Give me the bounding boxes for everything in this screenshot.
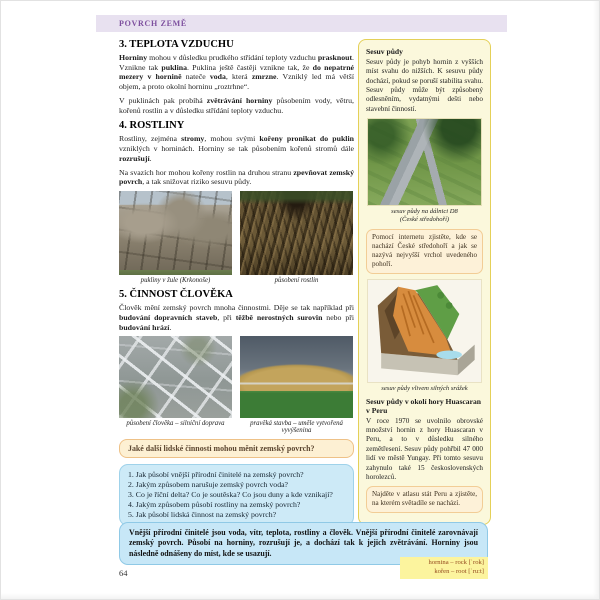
section-3-paragraph-2: V puklinách pak probíhá zvětrávání horniny působením vody, větru, kořenů rostlin a v důsledku střídání teploty vzduchu. — [119, 95, 354, 115]
sidebar-paragraph-1: Sesuv půdy je pohyb hornin z vyšších míst svahu do nižších. K sesuvu půdy dochází, pokud se poruší stabilita svahu. Sesuv půdy může být způsobený odlesněním, vydatnými dešti nebo stavební činností. — [366, 58, 483, 113]
vocab-entry: kořen – root [ˈru:t] — [434, 567, 484, 575]
figure-caption: pukliny v žule (Krkonoše) — [140, 277, 211, 285]
figure-mound — [240, 336, 353, 434]
vocab-entry: hornina – rock [ˈrok] — [428, 559, 484, 566]
question-item: 5. Jak působí lidská činnost na zemský povrch? — [128, 510, 277, 520]
internet-task-box: Pomocí internetu zjistěte, kde se nachází České středohoří a jak se nazývá nejvyšší vrchol uvedeného pohoří. — [366, 229, 483, 274]
landslide-diagram — [367, 279, 482, 383]
page-header-band — [96, 15, 507, 32]
section-4-paragraph-2: Na svazích hor mohou kořeny rostlin na druhou stranu zpevňovat zemský povrch, a tak snižovat riziko sesuvu půdy. — [119, 167, 354, 187]
sidebar-figure2-caption: sesuv půdy vlivem silných srážek — [381, 384, 468, 392]
section-5-paragraph-1: Člověk mění zemský povrch mnoha činnostmi. Děje se tak například při budování dopravních staveb, při těžbě nerostných surovin nebo při budování hrází. — [119, 303, 354, 332]
figure-caption: působení člověka – silniční doprava — [126, 420, 225, 428]
chapter-summary-box: Vnější přírodní činitelé jsou voda, vítr, teplota, rostliny a člověk. Vnější přírodní činitelé zarovnávají zemský povrch. Působí na horniny, rozrušují je, a dochází tak k jejich zvětrávání. Horniny jsou následně odnášeny do míst, kde se usazují. — [119, 522, 488, 565]
prehistoric-mound-photo — [240, 336, 353, 418]
question-item: 1. Jak působí vnější přírodní činitelé na zemský povrch? — [128, 470, 304, 480]
landslide-d8-aerial-photo — [367, 118, 482, 206]
sidebar-landslide-box — [358, 39, 491, 525]
atlas-task-box: Najděte v atlasu stát Peru a zjistěte, na kterém světadíle se nachází. — [366, 486, 483, 512]
figure-caption: působení rostlin — [274, 277, 319, 285]
figure-highway — [119, 336, 232, 434]
figure-rock-cracks — [119, 191, 232, 284]
page-header-title: POVRCH ZEMĚ — [119, 19, 187, 28]
sidebar-title-sesuv-pudy: Sesuv půdy — [366, 47, 403, 56]
granite-cracks-photo — [119, 191, 232, 275]
question-item: 3. Co je říční delta? Co je soutěska? Co jsou duny a kde vznikají? — [128, 490, 333, 500]
figure-row-1 — [119, 191, 354, 284]
landslide-diagram-art — [368, 280, 481, 382]
section-4-paragraph-1: Rostliny, zejména stromy, mohou svými kořeny pronikat do puklin vzniklých v horninách. Horniny se tak působením kořenů stromů dále rozrušují. — [119, 134, 354, 163]
vocabulary-box — [400, 557, 488, 579]
section-3-heading: 3. TEPLOTA VZDUCHU — [119, 39, 234, 50]
question-item: 4. Jakým způsobem působí rostliny na zemský povrch? — [128, 500, 301, 510]
caption-line: (České středohoří) — [399, 216, 450, 224]
question-item: 2. Jakým způsobem narušuje zemský povrch voda? — [128, 480, 289, 490]
caption-line: sesuv půdy na dálnici D8 — [391, 208, 458, 216]
section-5-heading: 5. ČINNOST ČLOVĚKA — [119, 289, 233, 301]
sidebar-figure-caption — [366, 208, 483, 224]
section-3-paragraph-1: Horniny mohou v důsledku prudkého střídání teploty vzduchu prasknout. Vznikne tak puklina. Puklina ještě častěji vznikne tak, že do nepatrné mezery v hornině nateče voda, která zmrzne. Vzniklý led má větší objem, a proto okolní horninu „roztrhne“. — [119, 53, 354, 92]
main-column — [119, 39, 354, 526]
page-number: 64 — [119, 568, 128, 578]
figure-row-2 — [119, 336, 354, 434]
section-4-heading: 4. ROSTLINY — [119, 120, 185, 132]
sidebar-title-huascaran: Sesuv půdy v okolí hory Huascaran v Peru — [366, 396, 481, 415]
figure-caption: pravěká stavba – uměle vytvořená vyvýšenina — [250, 420, 343, 435]
tree-roots-photo — [240, 191, 353, 275]
sidebar-paragraph-2: V roce 1970 se uvolnilo obrovské množství hornin z hory Huascaran v Peru, a to v důsledku silného zemětřesení. Sesuv půdy pohřbil 47 000 lidí ve městě Yungay. Při tomto sesuvu zahynulo také 15 československých horolezců. — [366, 416, 483, 481]
discussion-prompt-box: Jaké další lidské činnosti mohou měnit zemský povrch? — [119, 439, 354, 458]
figure-tree-roots — [240, 191, 353, 284]
highway-interchange-photo — [119, 336, 232, 418]
review-questions-box — [119, 464, 354, 526]
